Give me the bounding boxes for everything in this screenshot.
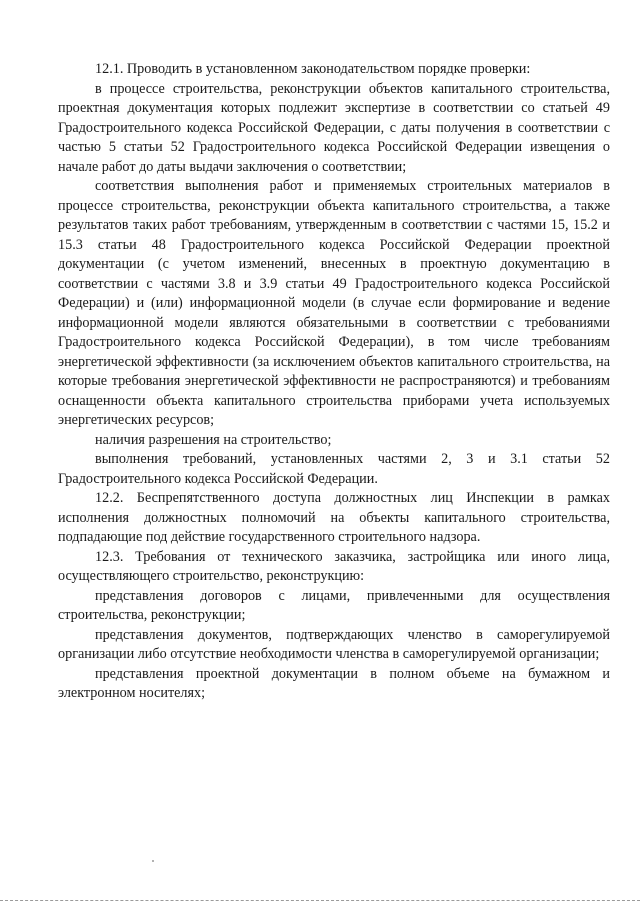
paragraph-12-2-access: 12.2. Беспрепятственного доступа должностных лиц Инспекции в рамках исполнения должностных полномочий на объекты капитального строительства, подпадающие под действие государственного строительного надзора. — [58, 490, 610, 545]
paragraph-project-documentation: представления проектной документации в полном объеме на бумажном и электронном носителях; — [58, 665, 610, 701]
paragraph-12-1-heading: 12.1. Проводить в установленном законодательством порядке проверки: — [95, 61, 531, 77]
paragraph-sro-membership: представления документов, подтверждающих членство в саморегулируемой организации либо отсутствие необходимости членства в саморегулируемой организации; — [58, 626, 610, 662]
paragraph-compliance-of-works: соответствия выполнения работ и применяемых строительных материалов в процессе строительства, реконструкции объекта капитального строительства, а также результатов таких работ требованиям, утвержденным в соответствии с частями 15, 15.2 и 15.3 статьи 48 Градостроительного кодекса Российской Федерации проектной документации (с учетом изменений, внесенных в проектную документацию в соответствии с частями 3.8 и 3.9 статьи 49 Градостроительного кодекса Российской Федерации) и (или) информационной модели (в случае если формирование и ведение информационной модели являются обязательными в соответствии с требованиями Градостроительного кодекса Российской Федерации), в том числе требованиям энергетической эффективности (за исключением объектов капитального строительства, на которые требования энергетической эффективности не распространяются) и требованиям оснащенности объекта капитального строительства приборами учета используемых энергетических ресурсов; — [58, 178, 610, 428]
paragraph-inspection-during-construction: в процессе строительства, реконструкции объектов капитального строительства, проектная документация которых подлежит экспертизе в соответствии со статьей 49 Градостроительного кодекса Российской Федерации, с даты получения в соответствии с частью 5 статьи 52 Градостроительного кодекса Российской Федерации извещения о начале работ до даты выдачи заключения о соответствии; — [58, 80, 610, 175]
document-body — [58, 60, 610, 704]
scan-artifact-dot — [152, 860, 154, 862]
paragraph-contracts: представления договоров с лицами, привлеченными для осуществления строительства, реконструкции; — [58, 587, 610, 623]
paragraph-building-permit: наличия разрешения на строительство; — [95, 431, 332, 448]
paragraph-12-3-requirements: 12.3. Требования от технического заказчика, застройщика или иного лица, осуществляющего строительство, реконструкцию: — [58, 548, 610, 584]
page-bottom-edge — [0, 900, 640, 902]
paragraph-requirements-article-52: выполнения требований, установленных частями 2, 3 и 3.1 статьи 52 Градостроительного кодекса Российской Федерации. — [58, 451, 610, 487]
